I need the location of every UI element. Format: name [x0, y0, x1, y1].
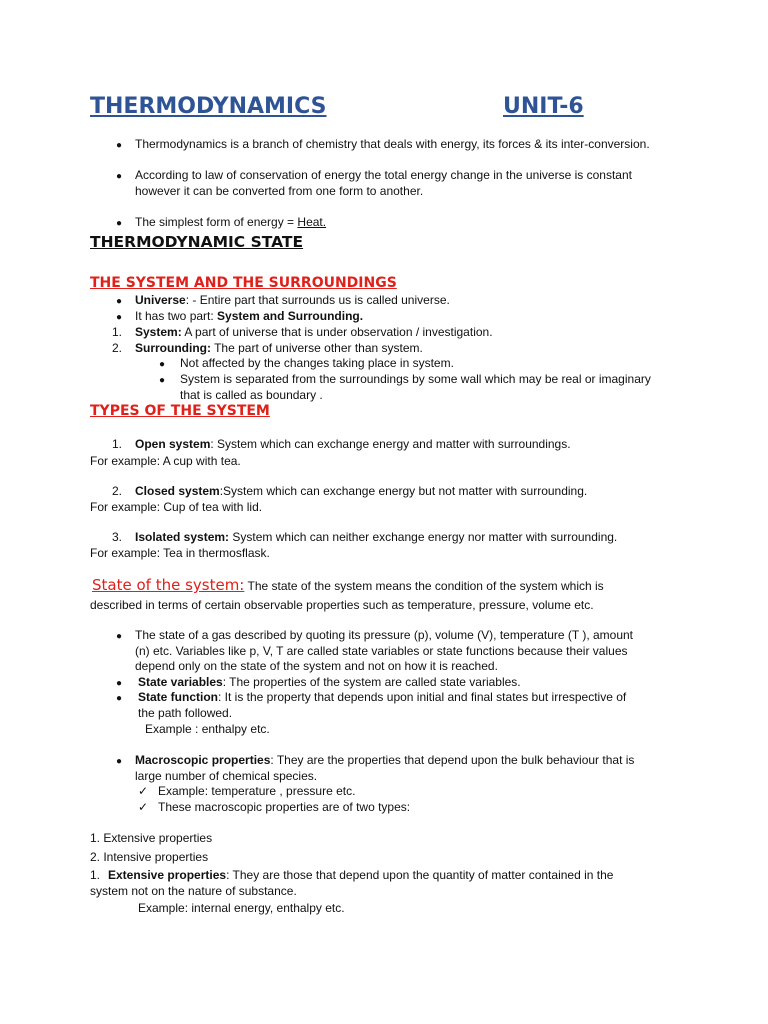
surrounding-sub-1: Not affected by the changes taking place in system.	[180, 356, 454, 370]
bullet-icon: ●	[116, 171, 123, 182]
check-icon: ✓	[138, 800, 149, 814]
system-definition: System: A part of universe that is under observation / investigation.	[135, 325, 493, 339]
bullet-icon: ●	[159, 375, 166, 386]
closed-system-definition: Closed system:System which can exchange energy but not matter with surrounding.	[135, 484, 588, 498]
section-heading-thermodynamic-state: THERMODYNAMIC STATE	[90, 233, 304, 251]
gas-state-line-1: The state of a gas described by quoting its pressure (p), volume (V), temperature (T ), amount	[135, 628, 634, 642]
bullet-icon: ●	[116, 631, 123, 642]
extensive-properties-line-2: system not on the nature of substance.	[90, 884, 297, 898]
intro-bullet-1: Thermodynamics is a branch of chemistry that deals with energy, its forces & its inter-conversion.	[135, 137, 650, 151]
check-icon: ✓	[138, 784, 149, 798]
state-of-system-heading: State of the system:	[92, 576, 245, 594]
two-part-line: It has two part: System and Surrounding.	[135, 309, 364, 323]
gas-state-line-3: depend only on the state of the system and not on how it is reached.	[135, 659, 498, 673]
universe-definition: Universe: - Entire part that surrounds us is called universe.	[135, 293, 450, 307]
list-number: 1.	[90, 868, 101, 882]
section-heading-system-surroundings: THE SYSTEM AND THE SURROUNDINGS	[90, 275, 397, 291]
bullet-icon: ●	[116, 756, 123, 767]
macroscopic-properties-line-2: large number of chemical species.	[135, 769, 318, 783]
list-number: 1.	[112, 437, 123, 451]
list-number: 1.	[112, 325, 123, 339]
document-title: THERMODYNAMICS	[90, 94, 327, 119]
heat-text: Heat.	[297, 215, 327, 229]
isolated-system-definition: Isolated system: System which can neither exchange energy nor matter with surrounding.	[135, 530, 618, 544]
state-of-system-intro: State of the system: The state of the system means the condition of the system which is	[92, 576, 604, 594]
macroscopic-properties-definition: Macroscopic properties: They are the properties that depend upon the bulk behaviour that is	[135, 753, 635, 767]
bullet-icon: ●	[116, 296, 123, 307]
open-system-definition: Open system: System which can exchange energy and matter with surroundings.	[135, 437, 571, 451]
list-number: 3.	[112, 530, 123, 544]
state-of-system-line-2: described in terms of certain observable properties such as temperature, pressure, volume etc.	[90, 598, 594, 612]
surrounding-definition: Surrounding: The part of universe other than system.	[135, 341, 423, 355]
list-number: 2.	[112, 341, 123, 355]
bullet-icon: ●	[159, 359, 166, 370]
open-system-example: For example: A cup with tea.	[90, 454, 241, 468]
isolated-system-example: For example: Tea in thermosflask.	[90, 546, 270, 560]
extensive-properties-item: 1. Extensive properties	[90, 831, 213, 845]
unit-label: UNIT-6	[503, 94, 584, 119]
state-variables-definition: State variables: The properties of the system are called state variables.	[138, 675, 521, 689]
macroscopic-example: Example: temperature , pressure etc.	[158, 784, 356, 798]
intro-bullet-2-line-1: According to law of conservation of energy the total energy change in the universe is constant	[135, 168, 632, 182]
bullet-icon: ●	[116, 140, 123, 151]
bullet-icon: ●	[116, 693, 123, 704]
closed-system-example: For example: Cup of tea with lid.	[90, 500, 263, 514]
bullet-icon: ●	[116, 678, 123, 689]
intro-bullet-3: The simplest form of energy = Heat.	[135, 215, 327, 229]
state-function-line-2: the path followed.	[138, 706, 233, 720]
state-function-definition: State function: It is the property that depends upon initial and final states but irrespective of	[138, 690, 627, 704]
bullet-icon: ●	[116, 218, 123, 229]
extensive-properties-example: Example: internal energy, enthalpy etc.	[138, 901, 345, 915]
surrounding-sub-2-line-2: that is called as boundary .	[180, 388, 323, 402]
macroscopic-types-line: These macroscopic properties are of two types:	[158, 800, 411, 814]
intensive-properties-item: 2. Intensive properties	[90, 850, 209, 864]
state-function-example: Example : enthalpy etc.	[145, 722, 270, 736]
surrounding-sub-2-line-1: System is separated from the surroundings by some wall which may be real or imaginary	[180, 372, 651, 386]
intro-bullet-2-line-2: however it can be converted from one form to another.	[135, 184, 424, 198]
gas-state-line-2: (n) etc. Variables like p, V, T are called state variables or state functions because their values	[135, 644, 628, 658]
list-number: 2.	[112, 484, 123, 498]
extensive-properties-definition: Extensive properties: They are those that depend upon the quantity of matter contained in the	[108, 868, 614, 882]
section-heading-types: TYPES OF THE SYSTEM	[90, 403, 270, 419]
bullet-icon: ●	[116, 312, 123, 323]
